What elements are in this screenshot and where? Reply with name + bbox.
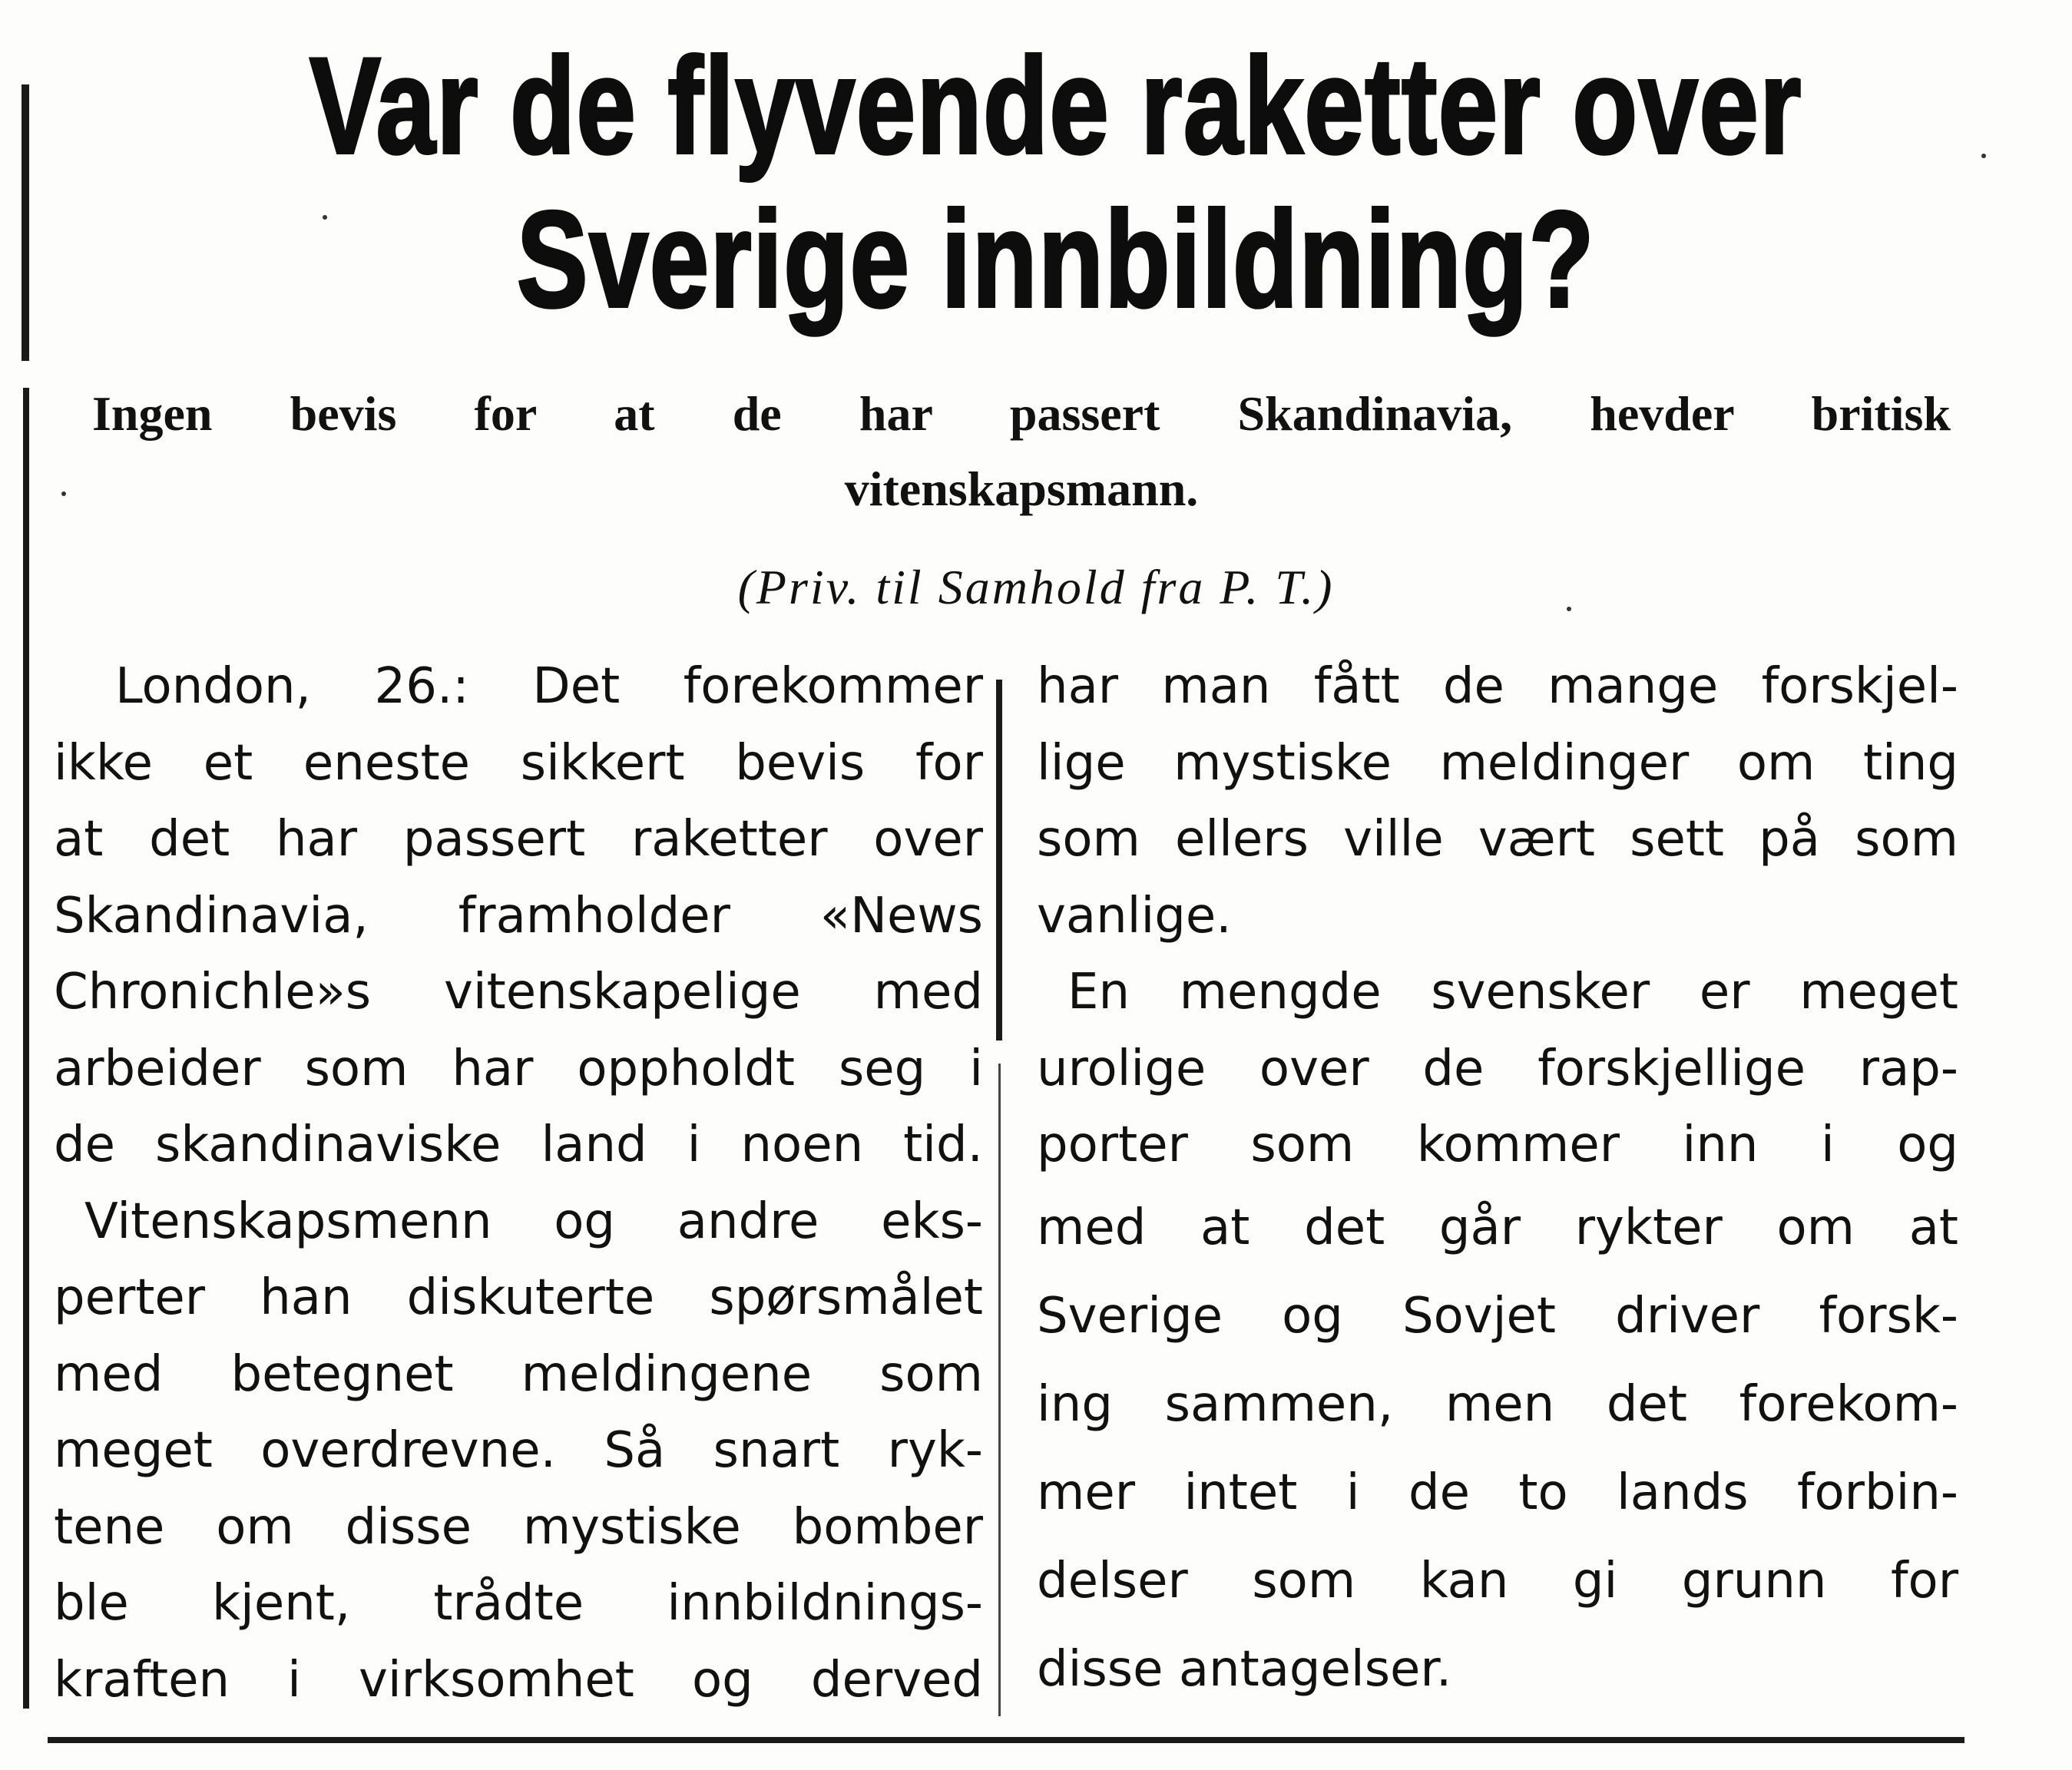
- subheadline-line-2: vitenskapsmann.: [844, 462, 1199, 516]
- text-line: med betegnet meldingene som: [54, 1345, 983, 1403]
- text-line: Sverige og Sovjet driver forsk-: [1037, 1287, 1958, 1345]
- headline: [298, 29, 1813, 336]
- text-line: arbeider som har oppholdt seg i: [54, 1040, 983, 1097]
- print-speck: [1567, 607, 1571, 611]
- subheadline: [92, 376, 1951, 527]
- text-line: Chronichle»s vitenskapelige med: [54, 964, 983, 1021]
- text-line: delser som kan gi grunn for: [1037, 1552, 1958, 1610]
- text-line: har man fått de mange forskjel-: [1037, 658, 1958, 715]
- headline-line-2: Sverige innbildning?: [516, 183, 1596, 336]
- text-line: London, 26.: Det forekommer: [115, 658, 983, 715]
- column-divider-bottom: [998, 1064, 1001, 1716]
- text-line: lige mystiske meldinger om ting: [1037, 734, 1958, 792]
- text-line: urolige over de forskjellige rap-: [1037, 1040, 1958, 1097]
- print-speck: [323, 215, 327, 220]
- text-line: som ellers ville vært sett på som: [1037, 811, 1958, 868]
- text-line: porter som kommer inn i og: [1037, 1117, 1958, 1173]
- text-line: ble kjent, trådte innbildnings-: [54, 1575, 983, 1632]
- print-speck: [1981, 154, 1986, 158]
- bottom-rule: [48, 1737, 1964, 1743]
- text-line: de skandinaviske land i noen tid.: [54, 1117, 983, 1173]
- text-line: vanlige.: [1037, 887, 1232, 945]
- column-divider-top: [996, 680, 1002, 1040]
- text-line: disse antagelser.: [1037, 1640, 1452, 1698]
- text-line: perter han diskuterte spørsmålet: [54, 1269, 983, 1326]
- left-column: [54, 649, 983, 1719]
- left-margin-rule-top: [22, 84, 29, 361]
- text-line: meget overdrevne. Så snart ryk-: [54, 1422, 983, 1479]
- byline: (Priv. til Samhold fra P. T.): [737, 560, 1335, 614]
- text-line: ing sammen, men det forekom-: [1037, 1375, 1958, 1433]
- text-line: mer intet i de to lands forbin-: [1037, 1464, 1958, 1521]
- right-column: [1037, 649, 1958, 1714]
- text-line: ikke et eneste sikkert bevis for: [54, 734, 983, 792]
- text-line: kraften i virksomhet og derved: [54, 1651, 983, 1709]
- text-line: med at det går rykter om at: [1037, 1199, 1958, 1256]
- text-line: Skandinavia, framholder «News: [54, 887, 983, 945]
- print-speck: [61, 491, 66, 496]
- headline-line-1: Var de flyvende raketter over: [309, 29, 1802, 182]
- text-line: tene om disse mystiske bomber: [54, 1498, 983, 1556]
- text-line: at det har passert raketter over: [54, 811, 983, 868]
- text-line: En mengde svensker er meget: [1067, 964, 1958, 1021]
- subheadline-line-1: Ingen bevis for at de har passert Skandinavia, hevder britisk: [92, 386, 1951, 441]
- text-line: Vitenskapsmenn og andre eks-: [84, 1193, 983, 1250]
